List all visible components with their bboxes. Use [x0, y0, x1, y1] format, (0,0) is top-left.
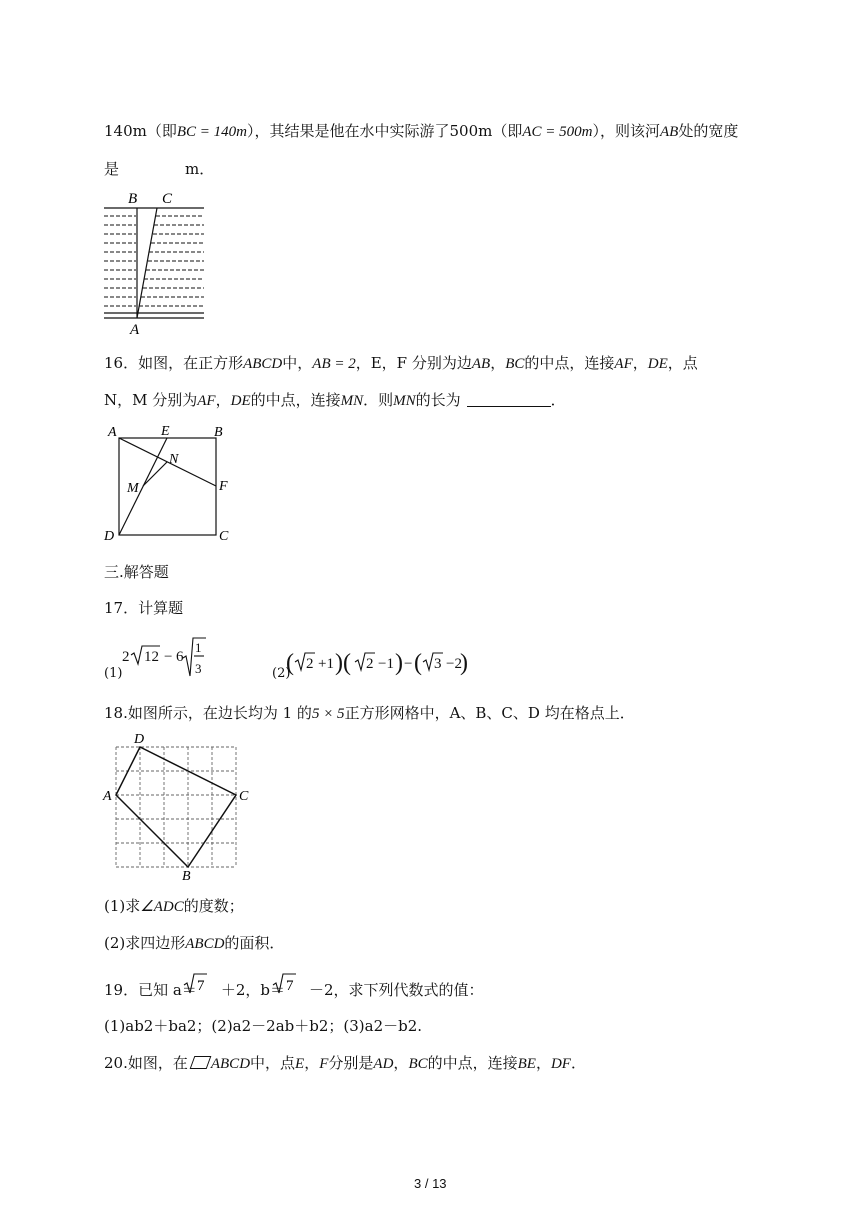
quadrilateral-abcd [116, 747, 236, 867]
svg-text:+1: +1 [318, 656, 334, 672]
svg-text:−1: −1 [378, 656, 394, 672]
svg-text:D: D [104, 529, 115, 544]
svg-text:): ) [395, 650, 403, 676]
q18-line: 18.如图所示，在边长均为 1 的5 × 5正方形网格中，A、B、C、D 均在格点上． [104, 704, 635, 722]
svg-text:B: B [182, 869, 191, 884]
svg-text:F: F [219, 479, 228, 494]
river-label-a: A [130, 322, 140, 338]
svg-text:C: C [239, 789, 249, 804]
svg-text:7: 7 [197, 978, 205, 994]
svg-text:3: 3 [434, 656, 442, 672]
grid-figure [100, 730, 260, 882]
svg-text:): ) [460, 650, 468, 676]
answer-blank[interactable] [467, 392, 551, 407]
svg-text:1: 1 [195, 640, 202, 655]
svg-text:−: − [404, 656, 413, 672]
svg-text:−: − [164, 649, 173, 665]
q15-eq-ac: AC = 500m [522, 124, 593, 140]
svg-text:A: A [108, 425, 117, 440]
svg-text:2: 2 [366, 656, 374, 672]
q16-line1: 16．如图，在正方形ABCD中，AB = 2，E，F 分别为边AB，BC的中点，连接AF，DE，点 [104, 354, 698, 372]
river-label-b: B [128, 191, 138, 207]
page-number: 3 / 13 [414, 1176, 447, 1191]
q19-line: 19．已知 a＝ ＋2，b＝ －2，求下列代数式的值： [104, 981, 484, 999]
q19-parts: (1)ab2＋ba2；(2)a2－2ab＋b2；(3)a2－b2. [104, 1017, 423, 1035]
svg-text:7: 7 [286, 978, 294, 994]
q17-part2-expression [286, 648, 466, 680]
q19-sqrt7-b [272, 971, 298, 995]
svg-text:6: 6 [176, 649, 184, 665]
svg-text:M: M [127, 481, 139, 496]
river-label-c: C [162, 191, 173, 207]
svg-text:N: N [169, 452, 179, 467]
svg-text:(: ( [414, 650, 422, 676]
svg-text:E: E [161, 424, 170, 439]
q15-eq-bc: BC = 140m [176, 124, 247, 140]
q16-line2: N，M 分别为AF，DE的中点，连接MN．则MN的长为 ． [104, 391, 566, 409]
q17-part1-expression [120, 634, 210, 680]
svg-text:(: ( [286, 650, 294, 676]
svg-text:12: 12 [144, 649, 159, 665]
svg-text:C: C [219, 529, 229, 544]
svg-text:2: 2 [122, 649, 130, 665]
section-heading: 三.解答题 [104, 563, 169, 581]
svg-text:−2: −2 [446, 656, 462, 672]
q15-line2: 是 m． [104, 160, 215, 178]
q20-line: 20.如图，在 ABCD中，点E，F分别是AD，BC的中点，连接BE，DF． [104, 1054, 586, 1072]
q17-title: 17．计算题 [104, 599, 184, 617]
svg-text:A: A [103, 789, 112, 804]
q18-sub2: (2)求四边形ABCD的面积． [104, 934, 285, 952]
q19-sqrt7-a [183, 971, 209, 995]
svg-text:)(: )( [335, 650, 351, 676]
svg-text:D: D [134, 732, 145, 747]
q15-line1: 140m（即BC = 140m），其结果是他在水中实际游了500m（即AC = 500m），则该河AB处的宽度 [104, 122, 739, 140]
svg-text:B: B [214, 425, 223, 440]
q17-part2-label: (2) [272, 666, 291, 681]
q17-part1-label: (1) [104, 666, 123, 681]
square-figure [100, 420, 240, 548]
parallelogram-icon [189, 1056, 211, 1069]
q18-sub1: (1)求∠ADC的度数； [104, 897, 244, 915]
svg-text:3: 3 [195, 661, 202, 676]
river-figure [100, 188, 210, 338]
svg-text:2: 2 [306, 656, 314, 672]
